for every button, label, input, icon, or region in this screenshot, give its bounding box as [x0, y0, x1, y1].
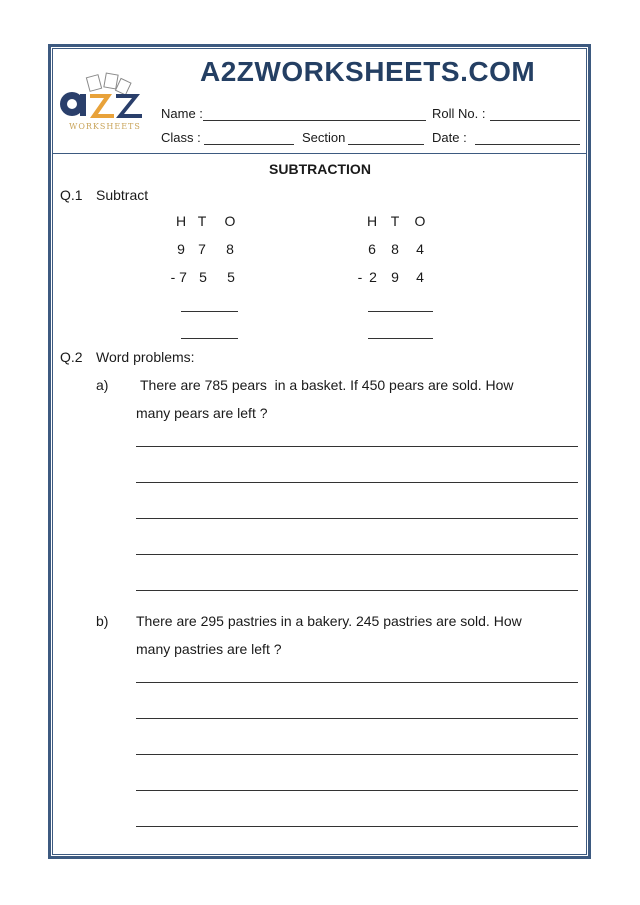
subtrahend-digit: 5 [199, 269, 207, 285]
header-hundreds: H [366, 213, 378, 229]
class-field[interactable] [204, 144, 294, 145]
q2-number: Q.2 [60, 349, 83, 365]
problem-text-line-2: many pastries are left ? [136, 641, 282, 657]
name-field[interactable] [203, 120, 426, 121]
roll-no-field[interactable] [490, 120, 580, 121]
header-hundreds: H [175, 213, 187, 229]
answer-line[interactable] [136, 518, 578, 519]
answer-line[interactable] [368, 338, 433, 339]
minuend-digit: 4 [416, 241, 424, 257]
subtrahend-digit: 5 [227, 269, 235, 285]
problem-label: a) [96, 377, 109, 393]
header-tens: T [390, 213, 400, 229]
minuend-digit: 7 [198, 241, 206, 257]
q1-instruction: Subtract [96, 187, 149, 203]
answer-line[interactable] [136, 590, 578, 591]
subtrahend-digit: 4 [416, 269, 424, 285]
answer-line[interactable] [181, 338, 238, 339]
problem-text-line-2: many pears are left ? [136, 405, 268, 421]
subtrahend-digit: 7 [179, 269, 187, 285]
minuend-digit: 8 [391, 241, 399, 257]
header-tens: T [197, 213, 207, 229]
answer-line[interactable] [136, 718, 578, 719]
roll-no-label: Roll No. : [432, 106, 486, 121]
answer-line[interactable] [136, 446, 578, 447]
q1-number: Q.1 [60, 187, 83, 203]
answer-line[interactable] [181, 311, 238, 312]
answer-line[interactable] [136, 554, 578, 555]
header-divider [52, 153, 587, 154]
answer-line[interactable] [136, 826, 578, 827]
site-title: A2ZWORKSHEETS.COM [200, 56, 536, 87]
minus-sign: - [357, 269, 363, 285]
class-label: Class : [161, 130, 201, 145]
minuend-digit: 8 [226, 241, 234, 257]
answer-line[interactable] [136, 482, 578, 483]
problem-label: b) [96, 613, 109, 629]
name-label: Name : [161, 106, 203, 121]
minuend-digit: 6 [368, 241, 376, 257]
header-ones: O [224, 213, 236, 229]
date-label: Date : [432, 130, 467, 145]
section-field[interactable] [348, 144, 424, 145]
answer-line[interactable] [136, 790, 578, 791]
minuend-digit: 9 [177, 241, 185, 257]
q2-instruction: Word problems: [96, 349, 195, 365]
date-field[interactable] [475, 144, 580, 145]
answer-line[interactable] [368, 311, 433, 312]
a2z-logo [60, 70, 150, 140]
subtrahend-digit: 9 [391, 269, 399, 285]
problem-text-line-1: There are 785 pears in a basket. If 450 pears are sold. How [140, 377, 514, 393]
subtrahend-digit: 2 [369, 269, 377, 285]
minus-sign: - [170, 269, 176, 285]
section-label: Section [302, 130, 346, 145]
answer-line[interactable] [136, 754, 578, 755]
header-ones: O [414, 213, 426, 229]
worksheet-title: SUBTRACTION [269, 161, 371, 177]
logo-text: WORKSHEETS [69, 122, 141, 131]
answer-line[interactable] [136, 682, 578, 683]
problem-text-line-1: There are 295 pastries in a bakery. 245 pastries are sold. How [136, 613, 522, 629]
